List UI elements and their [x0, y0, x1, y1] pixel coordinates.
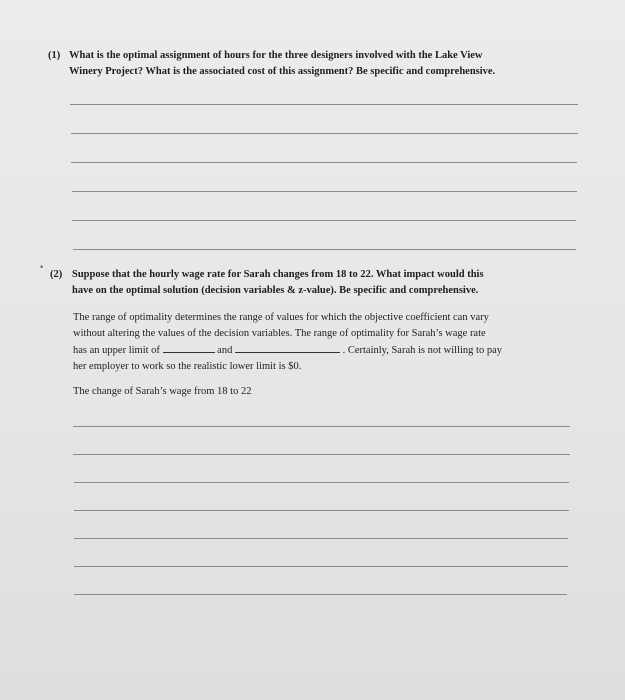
paragraph-line-3-start: has an upper limit of: [73, 345, 160, 356]
paragraph-line-1: The range of optimality determines the range of values for which the objective coefficient can vary: [73, 312, 489, 323]
answer-line-2-2[interactable]: [73, 454, 570, 455]
answer-line-2-1[interactable]: [73, 426, 570, 427]
answer-line-2-7[interactable]: [74, 594, 567, 595]
answer-line-2-5[interactable]: [74, 538, 568, 539]
paragraph-line-3: [73, 341, 502, 359]
paragraph-line-3-end: . Certainly, Sarah is not willing to pay: [342, 345, 503, 356]
answer-line-1-1[interactable]: [70, 104, 578, 105]
question-2-number: (2): [50, 269, 63, 280]
second-limit-blank[interactable]: [235, 341, 340, 353]
question-1-number: (1): [48, 50, 61, 61]
bullet-mark: •: [40, 262, 44, 272]
answer-line-1-4[interactable]: [72, 191, 577, 192]
answer-line-2-6[interactable]: [74, 566, 568, 567]
answer-line-1-2[interactable]: [71, 133, 578, 134]
paragraph-line-4: her employer to work so the realistic lower limit is $0.: [73, 360, 302, 372]
question-2-text: [72, 267, 484, 298]
answer-line-1-3[interactable]: [71, 162, 577, 163]
question-1-line-2: Winery Project? What is the associated cost of this assignment? Be specific and comprehensive.: [69, 65, 496, 77]
answer-line-1-6[interactable]: [73, 249, 576, 250]
answer-line-2-3[interactable]: [74, 482, 569, 483]
answer-line-1-5[interactable]: [72, 220, 576, 221]
range-of-optimality-paragraph: [73, 310, 502, 374]
wage-change-prompt: The change of Sarah’s wage from 18 to 22: [73, 386, 252, 397]
question-1-text: [69, 48, 495, 79]
paragraph-line-3-and: and: [217, 345, 233, 356]
question-1-line-1: What is the optimal assignment of hours for the three designers involved with the Lake View: [69, 50, 483, 61]
answer-line-2-4[interactable]: [74, 510, 569, 511]
question-2-line-1: Suppose that the hourly wage rate for Sarah changes from 18 to 22. What impact would this: [72, 269, 484, 280]
question-2-line-2: have on the optimal solution (decision variables & z-value). Be specific and comprehensive.: [72, 284, 479, 296]
paragraph-line-2: without altering the values of the decision variables. The range of optimality for Sarah’s wage rate: [73, 327, 486, 339]
upper-limit-blank[interactable]: [163, 341, 215, 353]
